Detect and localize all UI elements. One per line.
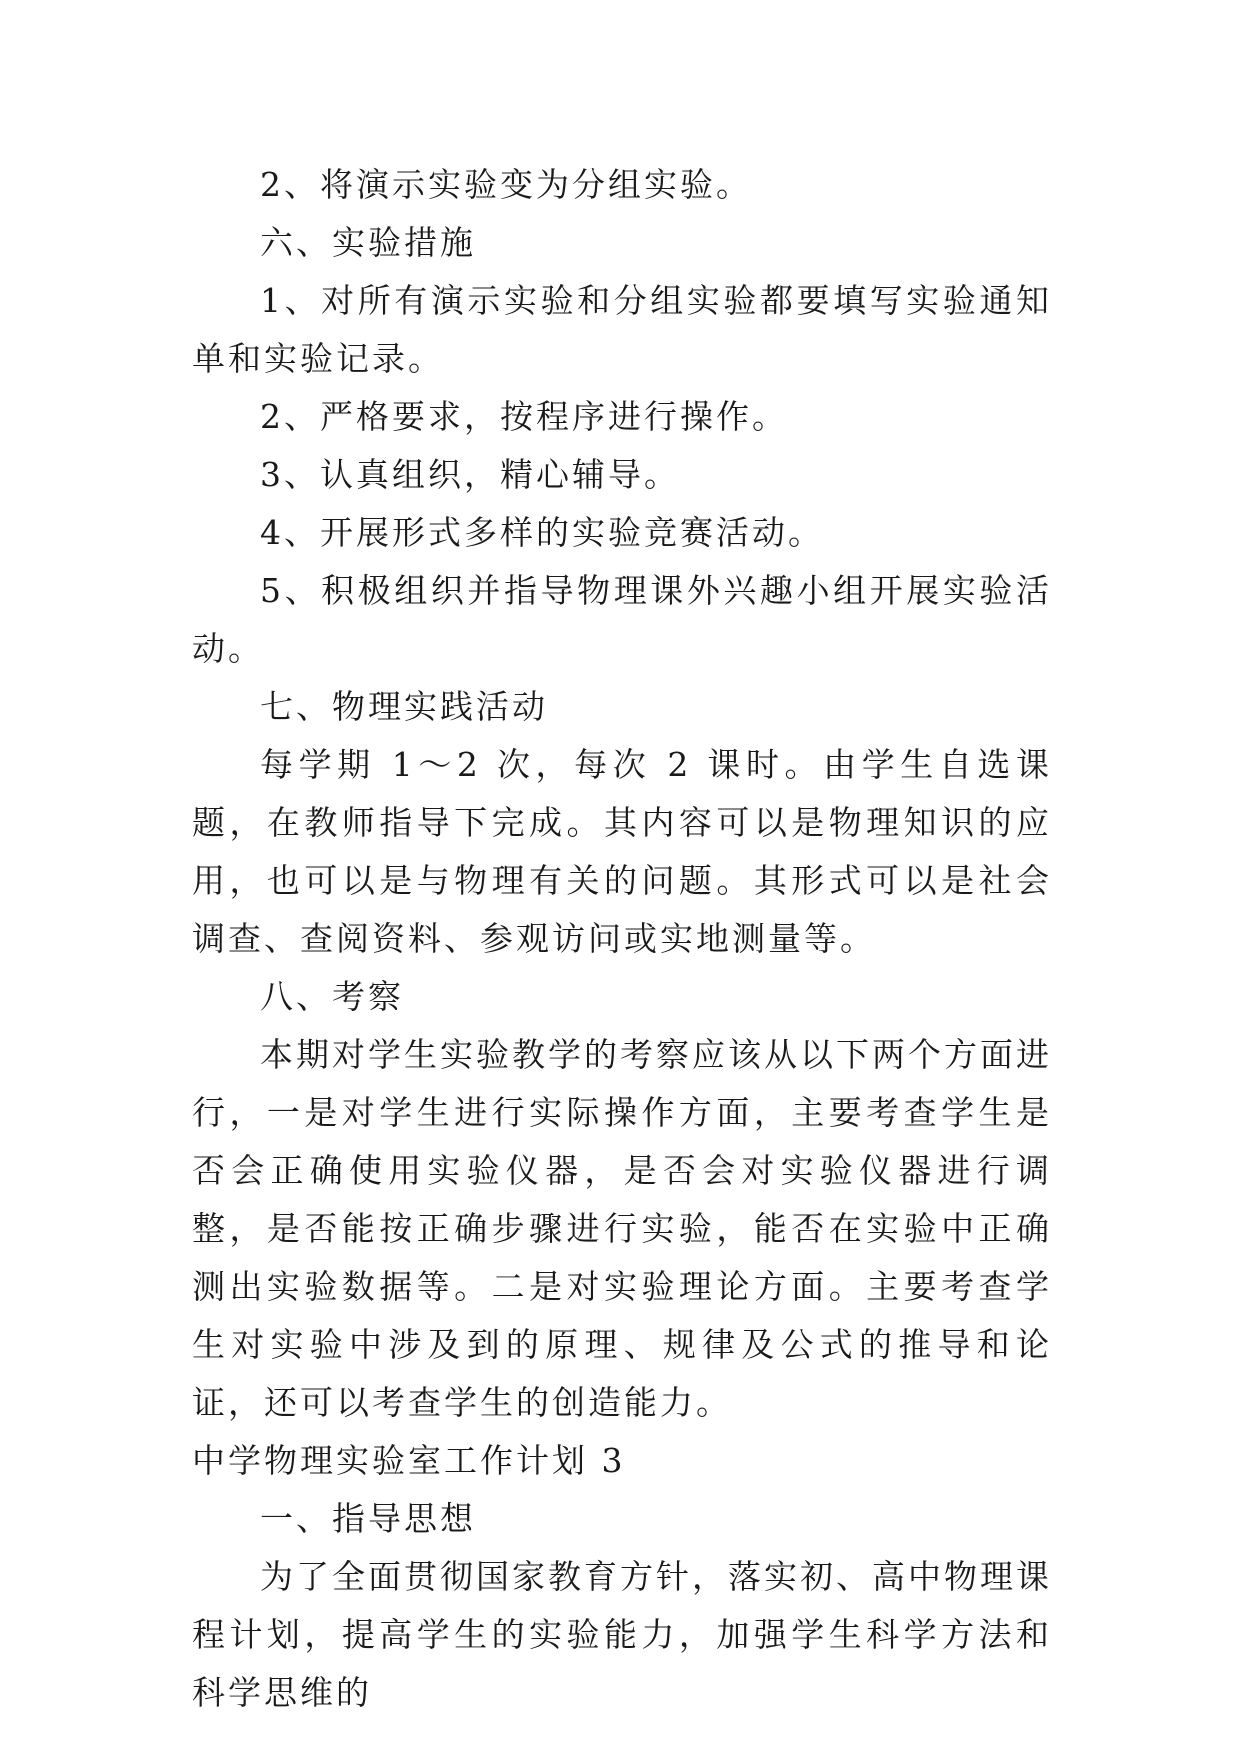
document-body <box>192 156 1052 1722</box>
section-heading-one: 一、指导思想 <box>260 1499 476 1538</box>
section-heading-six: 六、实验措施 <box>260 223 476 262</box>
paragraph-guiding-idea: 为了全面贯彻国家教育方针，落实初、高中物理课程计划，提高学生的实验能力，加强学生科学方法和科学思维的 <box>192 1557 1052 1712</box>
paragraph-measure-5: 5、积极组织并指导物理课外兴趣小组开展实验活动。 <box>192 571 1052 668</box>
paragraph-practice-activities: 每学期 1～2 次，每次 2 课时。由学生自选课题，在教师指导下完成。其内容可以是物理知识的应用，也可以是与物理有关的问题。其形式可以是社会调查、查阅资料、参观访问或实地测量等。 <box>192 745 1052 958</box>
paragraph-measure-4: 4、开展形式多样的实验竞赛活动。 <box>260 513 824 552</box>
paragraph-item-2: 2、将演示实验变为分组实验。 <box>260 165 752 204</box>
paragraph-measure-3: 3、认真组织，精心辅导。 <box>260 455 680 494</box>
paragraph-measure-2: 2、严格要求，按程序进行操作。 <box>260 397 788 436</box>
paragraph-measure-1: 1、对所有演示实验和分组实验都要填写实验通知单和实验记录。 <box>192 281 1052 378</box>
section-heading-seven: 七、物理实践活动 <box>260 687 548 726</box>
paragraph-assessment: 本期对学生实验教学的考察应该从以下两个方面进行，一是对学生进行实际操作方面，主要考查学生是否会正确使用实验仪器，是否会对实验仪器进行调整，是否能按正确步骤进行实验，能否在实验中正确测出实验数据等。二是对实验理论方面。主要考查学生对实验中涉及到的原理、规律及公式的推导和论证，还可以考查学生的创造能力。 <box>192 1035 1052 1422</box>
document-title-plan-3: 中学物理实验室工作计划 3 <box>192 1441 626 1480</box>
section-heading-eight: 八、考察 <box>260 977 404 1016</box>
